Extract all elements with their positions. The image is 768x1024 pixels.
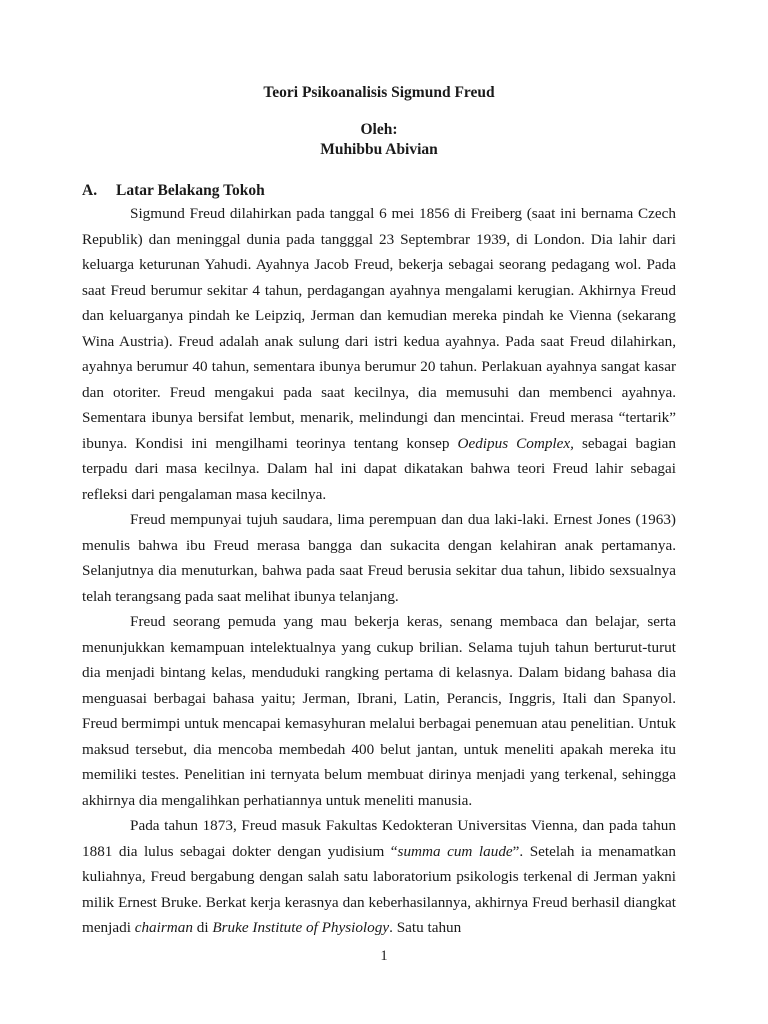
author-label: Oleh: [360, 121, 398, 138]
text-run: Sigmund Freud dilahirkan pada tanggal 6 mei 1856 di Freiberg (saat ini bernama Czech Republik) dan meninggal dunia pada tangggal 23 Septembrar 1939, di London. Dia lahir dari keluarga keturunan Yahudi. Ayahnya Jacob Freud, bekerja sebagai seorang pedagang wol. Pada saat Freud berumur sekitar 4 tahun, perdagangan ayahnya mengalami kerugian. Akhirnya Freud dan keluarganya pindah ke Leipziq, Jerman dan kemudian mereka pindah ke Vienna (sekarang Wina Austria). Freud adalah anak sulung dari istri kedua ayahnya. Pada saat Freud dilahirkan, ayahnya berumur 40 tahun, sementara ibunya berumur 20 tahun. Perlakuan ayahnya sangat kasar dan otoriter. Freud mengakui pada saat kecilnya, dia memusuhi dan membenci ayahnya. Sementara ibunya bersifat lembut, menarik, melindungi dan mencintai. Freud merasa “tertarik” ibunya. Kondisi ini mengilhami teorinya tentang konsep [82, 205, 676, 452]
section-number: A. [82, 182, 98, 199]
author-block [82, 120, 676, 160]
italic-text: Oedipus Complex, [457, 434, 574, 452]
paragraph [82, 507, 676, 609]
italic-text: Bruke Institute of Physiology [212, 919, 390, 936]
text-run: ”. Setelah ia menamatkan kuliahnya, Freud bergabung dengan salah satu laboratorium psikologis terkenal di Jerman yakni milik Ernest Bruke. Berkat kerja kerasnya dan keberhasilannya, akhirnya Freud berhasil diangkat menjadi [82, 842, 676, 936]
paragraph [82, 201, 676, 507]
page-number: 1 [380, 948, 388, 964]
page-content [82, 83, 676, 941]
section-heading [82, 181, 676, 201]
text-run: Freud seorang pemuda yang mau bekerja keras, senang membaca dan belajar, serta menunjukkan kemampuan intelektualnya yang cukup brilian. Selama tujuh tahun berturut-turut dia menjadi bintang kelas, menduduki rangking pertama di kelasnya. Dalam bidang bahasa dia menguasai berbagai bahasa yaitu; Jerman, Ibrani, Latin, Perancis, Inggris, Itali dan Spanyol. Freud bermimpi untuk mencapai kemasyhuran melalui berbagai penemuan atau penelitian. Untuk maksud tersebut, dia mencoba membedah 400 belut jantan, untuk meneliti apakah mereka itu memiliki testes. Penelitian ini ternyata belum membuat dirinya menjadi yang terkenal, sehingga akhirnya dia mengalihkan perhatiannya untuk meneliti manusia. [82, 613, 676, 809]
text-run: sebagai bagian terpadu dari masa kecilnya. Dalam hal ini dapat dikatakan bahwa teori Freud lahir sebagai refleksi dari pengalaman masa kecilnya. [82, 434, 676, 503]
text-run: . Satu tahun [389, 919, 462, 936]
text-run: Pada tahun 1873, Freud masuk Fakultas Kedokteran Universitas Vienna, dan pada tahun 1881 dia lulus sebagai dokter dengan yudisium “ [82, 817, 676, 860]
text-run: Freud mempunyai tujuh saudara, lima perempuan dan dua laki-laki. Ernest Jones (1963) menulis bahwa ibu Freud merasa bangga dan sukacita dengan kelahiran anak pertamanya. Selanjutnya dia menuturkan, bahwa pada saat Freud berusia sekitar dua tahun, libido sexsualnya telah terangsang pada saat melihat ibunya telanjang. [82, 511, 676, 605]
paragraph [82, 609, 676, 813]
italic-text: summa cum laude [397, 842, 513, 860]
body-text [82, 201, 676, 941]
paragraph [82, 813, 676, 941]
author-name: Muhibbu Abivian [320, 141, 438, 158]
text-run: di [192, 919, 213, 936]
document-title: Teori Psikoanalisis Sigmund Freud [263, 84, 495, 101]
section-title: Latar Belakang Tokoh [116, 182, 265, 199]
italic-text: chairman [134, 919, 193, 936]
